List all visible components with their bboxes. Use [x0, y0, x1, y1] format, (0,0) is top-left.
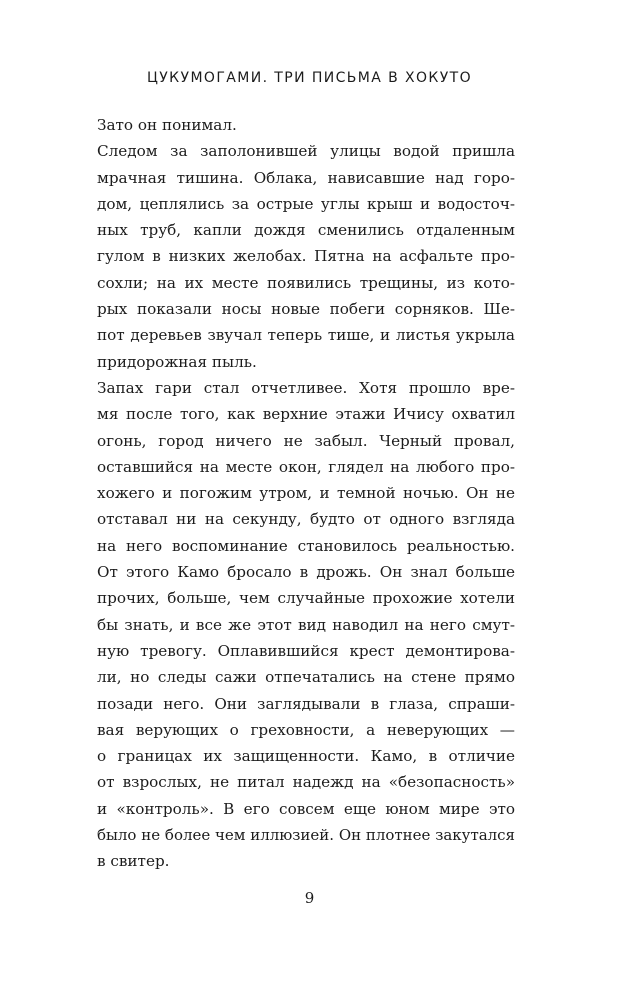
text-line: ных труб, капли дождя сменились отдаленным: [97, 221, 515, 240]
text-line: оставшийся на месте окон, глядел на любого про-: [97, 457, 515, 476]
text-line: вая верующих о греховности, а неверующих —: [97, 720, 515, 739]
text-line: позади него. Они заглядывали в глаза, спраши-: [97, 694, 515, 713]
text-line: бы знать, и все же этот вид наводил на него смут-: [97, 615, 515, 634]
text-line: Зато он понимал.: [97, 116, 237, 134]
text-line: гулом в низких желобах. Пятна на асфальте про-: [97, 247, 515, 266]
text-line: и «контроль». В его совсем еще юном мире это: [97, 799, 515, 818]
text-line: дом, цеплялись за острые углы крыш и водосточ-: [97, 194, 515, 213]
text-line: о границах их защищенности. Камо, в отличие: [97, 747, 515, 766]
text-line: мрачная тишина. Облака, нависавшие над горо-: [97, 168, 515, 187]
text-line: сохли; на их месте появились трещины, из кото-: [97, 273, 515, 292]
text-line: хожего и погожим утром, и темной ночью. Он не: [97, 484, 515, 503]
text-line: отставал ни на секунду, будто от одного взгляда: [97, 510, 515, 529]
running-head: ЦУКУМОГАМИ. ТРИ ПИСЬМА В ХОКУТО: [146, 70, 473, 86]
text-line: ли, но следы сажи отпечатались на стене прямо: [97, 668, 515, 687]
text-line: рых показали носы новые побеги сорняков. Ше-: [97, 300, 515, 319]
page-number: 9: [304, 889, 315, 907]
text-line: в свитер.: [97, 852, 170, 871]
text-line: Запах гари стал отчетливее. Хотя прошло вре-: [97, 378, 515, 397]
text-line: ную тревогу. Оплавившийся крест демонтирова-: [97, 641, 515, 660]
text-line: огонь, город ничего не забыл. Черный провал,: [97, 431, 515, 450]
text-line: придорожная пыль.: [97, 352, 257, 371]
text-line: От этого Камо бросало в дрожь. Он знал больше: [97, 563, 515, 582]
text-line: мя после того, как верхние этажи Ичису охватил: [97, 405, 515, 424]
text-line: прочих, больше, чем случайные прохожие хотели: [97, 589, 515, 608]
text-line: на него воспоминание становилось реальностью.: [97, 536, 515, 555]
text-line: от взрослых, не питал надежд на «безопасность»: [97, 773, 515, 792]
text-line: Следом за заполонившей улицы водой пришла: [97, 142, 515, 161]
body-text: [97, 112, 515, 875]
text-line: было не более чем иллюзией. Он плотнее закутался: [97, 826, 515, 845]
text-line: пот деревьев звучал теперь тише, и листья укрыла: [97, 326, 515, 345]
